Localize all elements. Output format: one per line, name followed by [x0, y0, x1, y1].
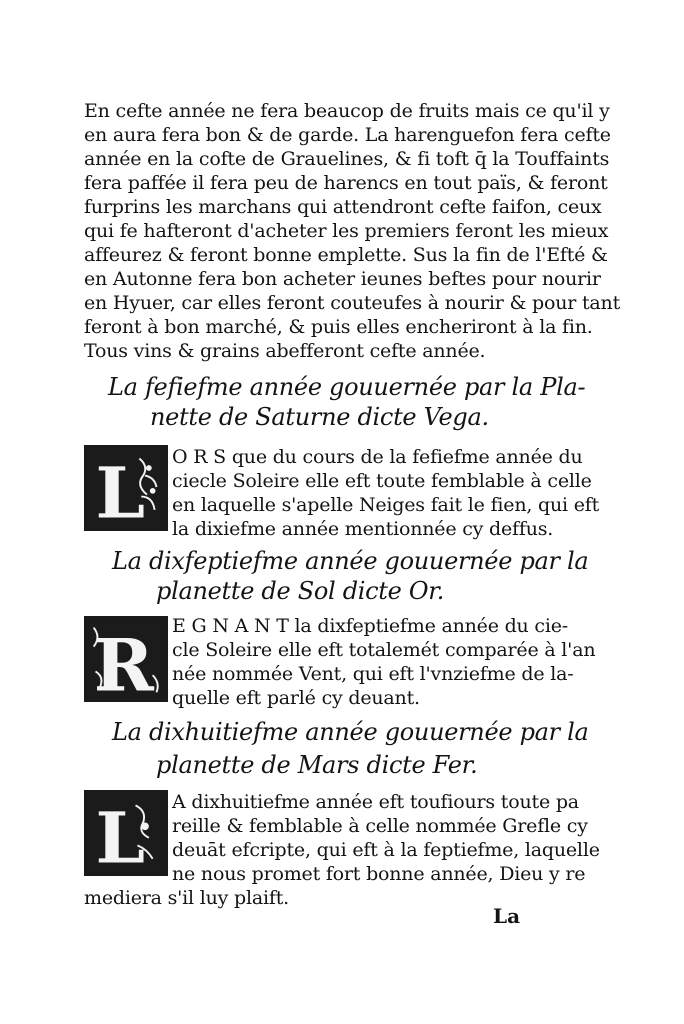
text-line: en aura fera bon & de garde. La harenguefon fera cefte [84, 124, 611, 146]
decorated-initial [84, 616, 168, 702]
text-line: deuāt efcripte, qui eft à la feptiefme, laquelle [172, 839, 600, 861]
text-line: reille & femblable à celle nommée Grefle cy [172, 815, 588, 837]
text-line: en Hyuer, car elles feront couteufes à nourir & pour tant [84, 292, 621, 314]
section-heading: planette de Mars dicte Fer. [156, 751, 478, 779]
svg-text:L: L [95, 451, 146, 529]
svg-text:R: R [93, 623, 154, 700]
section-heading: La dixhuitiefme année gouuernée par la [112, 718, 589, 746]
text-line: qui fe hafteront d'acheter les premiers feront les mieux [84, 220, 609, 242]
text-line: née nommée Vent, qui eft l'vnziefme de la- [172, 663, 574, 685]
text-line: en laquelle s'apelle Neiges fait le fien, qui eft [172, 494, 600, 516]
text-line: A dixhuitiefme année eft toufiours toute pa [172, 791, 579, 813]
text-line: feront à bon marché, & puis elles encheriront à la fin. [84, 316, 593, 338]
decorated-initial [84, 445, 168, 531]
text-line: quelle eft parlé cy deuant. [172, 687, 420, 709]
section-heading: nette de Saturne dicte Vega. [150, 403, 489, 431]
text-line: en Autonne fera bon acheter ieunes beftes pour nourir [84, 268, 601, 290]
section-heading: La fefiefme année gouuernée par la Pla- [108, 373, 586, 401]
text-line: affeurez & feront bonne emplette. Sus la fin de l'Efté & [84, 244, 608, 266]
text-line: ne nous promet fort bonne année, Dieu y re [172, 863, 586, 885]
text-line: ciecle Soleire elle eft toute femblable à celle [172, 470, 592, 492]
text-line: cle Soleire elle eft totalemét comparée à l'an [172, 639, 596, 661]
text-line: mediera s'il luy plaift. [84, 887, 289, 909]
svg-text:L: L [95, 796, 146, 874]
text-line: fera paffée il fera peu de harencs en tout païs, & feront [84, 172, 608, 194]
section-heading: planette de Sol dicte Or. [156, 577, 445, 605]
text-line: O R S que du cours de la fefiefme année du [172, 446, 583, 468]
text-line: année en la cofte de Grauelines, & fi toft q̄ la Touffaints [84, 148, 610, 170]
text-line: E G N A N T la dixfeptiefme année du cie- [172, 615, 569, 637]
text-line: Tous vins & grains abefferont cefte année. [84, 340, 486, 362]
section-heading: La dixfeptiefme année gouuernée par la [112, 547, 589, 575]
catchword: La [493, 904, 521, 928]
decorated-initial [84, 790, 168, 876]
text-line: furprins les marchans qui attendront cefte faifon, ceux [84, 196, 602, 218]
text-line: En cefte année ne fera beaucop de fruits mais ce qu'il y [84, 100, 610, 122]
text-line: la dixiefme année mentionnée cy deffus. [172, 518, 554, 540]
